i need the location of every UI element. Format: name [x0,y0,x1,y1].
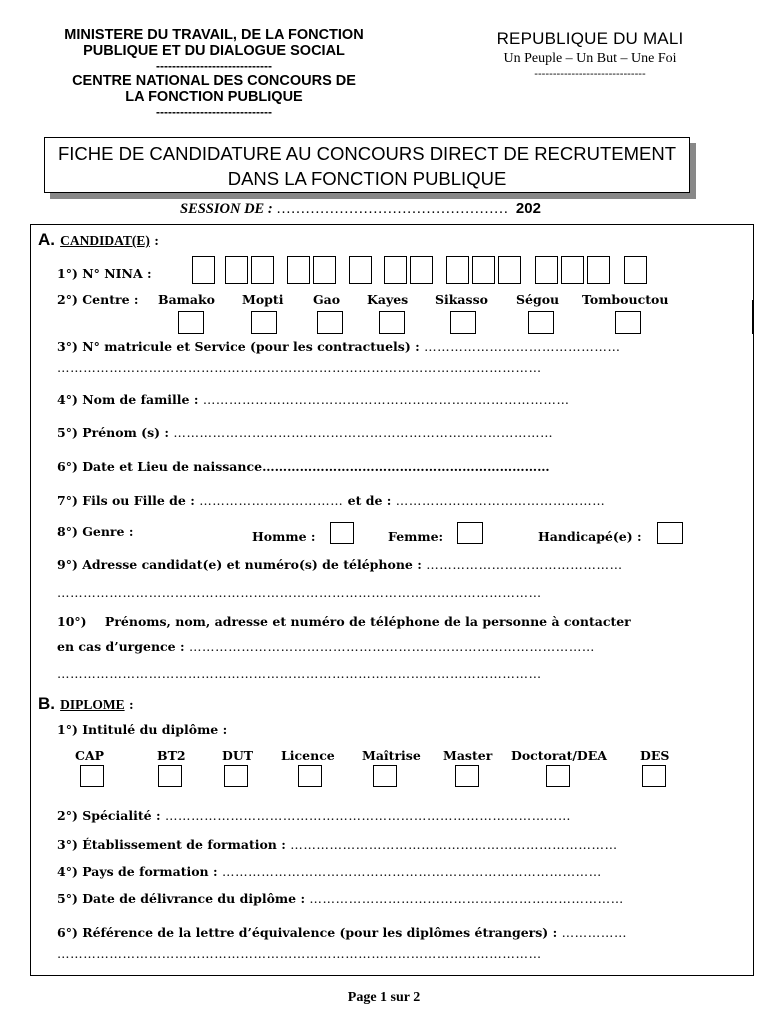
nina-digit-box[interactable] [349,256,372,284]
matricule-line [57,339,621,354]
prenom-line [57,425,553,440]
date-field[interactable]: ……………………………………………………………… [309,891,624,906]
diplome-label-3: Licence [281,748,335,763]
section-a-letter: A. [38,230,55,249]
centre-checkbox-2[interactable] [317,311,343,334]
etablissement-label: 3°) Établissement de formation : [57,837,286,852]
centre-checkbox-6[interactable] [615,311,641,334]
urgence-line [57,614,631,629]
centre-label: 2°) Centre : [57,292,139,307]
urgence-field[interactable]: ………………………………………………………………………………… [188,639,596,654]
centre-checkbox-4[interactable] [450,311,476,334]
session-label: SESSION DE : [180,201,273,217]
diplome-checkbox-2[interactable] [224,765,248,787]
handicape-label: Handicapé(e) : [538,529,642,544]
diplome-checkbox-5[interactable] [455,765,479,787]
naissance-label: 6°) Date et Lieu de naissance [57,459,263,474]
reference-label: 6°) Référence de la lettre d’équivalence (pour les diplômes étrangers) : [57,925,558,940]
centre-label-1: Mopti [242,292,284,307]
adresse-line [57,557,623,572]
frame-edge-mark [752,300,753,334]
diplome-label-4: Maîtrise [362,748,421,763]
diplome-checkbox-1[interactable] [158,765,182,787]
prenom-field[interactable]: …………………………………………………………………………… [173,425,554,440]
urgence-label2: en cas d’urgence : [57,639,185,654]
ministry-line1: MINISTERE DU TRAVAIL, DE LA FONCTION [64,27,364,43]
pere-field[interactable]: …………………………… [199,493,344,508]
nina-digit-box[interactable] [561,256,584,284]
nina-label: 1°) N° NINA : [57,266,152,281]
centre-label-5: Ségou [516,292,560,307]
handicape-checkbox[interactable] [657,522,683,544]
urgence-label: Prénoms, nom, adresse et numéro de téléphone de la personne à contacter [104,614,631,629]
centre-checkbox-1[interactable] [251,311,277,334]
diplome-checkbox-4[interactable] [373,765,397,787]
centre-label-4: Sikasso [435,292,488,307]
centre-checkbox-5[interactable] [528,311,554,334]
section-a-heading [38,230,159,250]
homme-label: Homme : [252,529,316,544]
fils-label: 7°) Fils ou Fille de : [57,493,195,508]
matricule-field-continued[interactable]: ………………………………………………………………………………………………… [57,360,542,375]
specialite-line [57,808,571,823]
diplome-label-7: DES [640,748,670,763]
mere-field[interactable]: ………………………………………… [395,493,606,508]
etablissement-field[interactable]: ………………………………………………………………… [290,837,618,852]
naissance-line [57,459,550,474]
form-title [44,137,690,193]
et-de-label: et de : [347,493,392,508]
section-b-colon: : [124,697,134,712]
date-line [57,891,624,906]
diplome-label-1: BT2 [157,748,186,763]
filiation-line [57,493,605,508]
session-field[interactable]: ………………………………………… [276,201,509,217]
centre-checkbox-3[interactable] [379,311,405,334]
urgence-number: 10°) [57,614,87,629]
urgence-field-continued[interactable]: ………………………………………………………………………………………………… [57,666,542,681]
diplome-label-5: Master [443,748,493,763]
pays-line [57,864,602,879]
centre-label-3: Kayes [367,292,409,307]
genre-label: 8°) Genre : [57,524,134,539]
centre-label-6: Tombouctou [582,292,669,307]
nina-digit-box[interactable] [446,256,469,284]
motto-separator: ------------------------------ [534,67,646,80]
diplome-label-6: Doctorat/DEA [511,748,607,763]
etablissement-line [57,837,618,852]
nina-digit-box[interactable] [472,256,495,284]
reference-field[interactable]: …………… [561,925,628,940]
centre-line1: CENTRE NATIONAL DES CONCOURS DE [72,73,356,89]
republic-header [490,29,690,80]
matricule-label: 3°) N° matricule et Service (pour les contractuels) : [57,339,420,354]
nina-digit-box[interactable] [251,256,274,284]
nina-digit-box[interactable] [624,256,647,284]
section-b-title: DIPLOME [60,697,125,712]
session-line [180,200,541,218]
republic-name: REPUBLIQUE DU MALI [496,29,684,48]
section-b-letter: B. [38,694,55,713]
pays-label: 4°) Pays de formation : [57,864,218,879]
section-b-heading [38,694,134,714]
nina-digit-box[interactable] [587,256,610,284]
nina-digit-box[interactable] [225,256,248,284]
centre-label-2: Gao [313,292,341,307]
page-number: Page 1 sur 2 [347,990,421,1005]
specialite-field[interactable]: ………………………………………………………………………………… [164,808,572,823]
nom-field[interactable]: ………………………………………………………………………… [202,392,570,407]
intitule-label: 1°) Intitulé du diplôme : [57,722,228,737]
ministry-line2: PUBLIQUE ET DU DIALOGUE SOCIAL [83,43,345,59]
femme-checkbox[interactable] [457,522,483,544]
separator: ----------------------------- [156,105,272,119]
adresse-field-continued[interactable]: ………………………………………………………………………………………………… [57,585,542,600]
section-a-title: CANDIDAT(E) [60,233,150,248]
nina-digit-box[interactable] [410,256,433,284]
date-label: 5°) Date de délivrance du diplôme : [57,891,306,906]
diplome-checkbox-7[interactable] [642,765,666,787]
nina-digit-box[interactable] [192,256,215,284]
diplome-checkbox-3[interactable] [298,765,322,787]
motto: Un Peuple – Un But – Une Foi [503,51,677,66]
matricule-field[interactable]: ……………………………………… [424,339,621,354]
reference-line [57,925,627,940]
diplome-checkbox-0[interactable] [80,765,104,787]
nom-label: 4°) Nom de famille : [57,392,199,407]
diplome-label-0: CAP [75,748,105,763]
nina-digit-box[interactable] [498,256,521,284]
pays-field[interactable]: …………………………………………………………………………… [221,864,602,879]
centre-checkbox-0[interactable] [178,311,204,334]
urgence-line2 [57,639,595,654]
nina-digit-box[interactable] [287,256,310,284]
section-a-colon: : [149,233,159,248]
reference-field-continued[interactable]: ………………………………………………………………………………………………… [57,946,542,961]
femme-label: Femme: [388,529,444,544]
centre-label-0: Bamako [158,292,215,307]
separator: ----------------------------- [156,59,272,73]
nina-digit-box[interactable] [384,256,407,284]
ministry-header [30,27,398,119]
prenom-label: 5°) Prénom (s) : [57,425,169,440]
specialite-label: 2°) Spécialité : [57,808,161,823]
form-title-line1: FICHE DE CANDIDATURE AU CONCOURS DIRECT DE RECRUTEMENT [57,143,677,164]
adresse-label: 9°) Adresse candidat(e) et numéro(s) de téléphone : [57,557,422,572]
form-title-line2: DANS LA FONCTION PUBLIQUE [227,168,507,189]
homme-checkbox[interactable] [330,522,354,544]
adresse-field[interactable]: ……………………………………… [426,557,623,572]
centre-line2: LA FONCTION PUBLIQUE [125,89,303,105]
nina-digit-box[interactable] [535,256,558,284]
nina-digit-box[interactable] [313,256,336,284]
diplome-label-2: DUT [222,748,254,763]
nom-line [57,392,570,407]
session-year: 202 [515,200,541,217]
diplome-checkbox-6[interactable] [546,765,570,787]
naissance-field[interactable]: …………………………………………………………… [262,459,550,474]
